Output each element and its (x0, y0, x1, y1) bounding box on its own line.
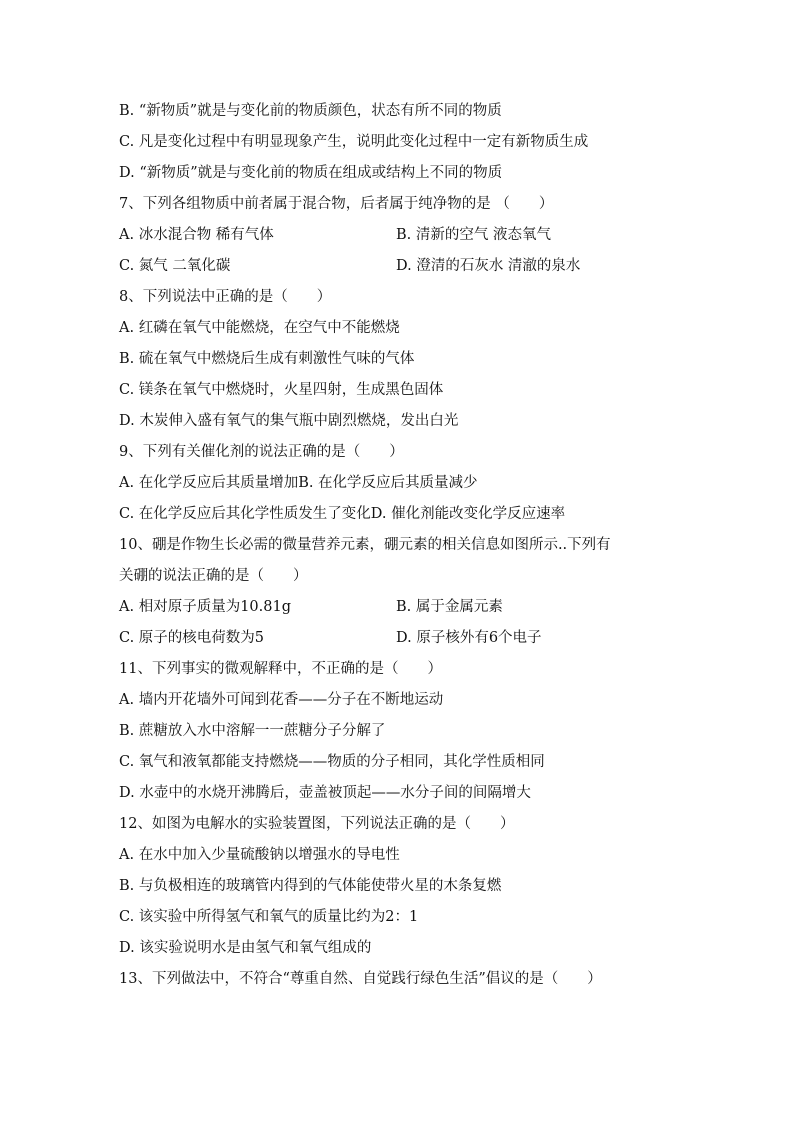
question-13: 13、下列做法中，不符合“尊重自然、自觉践行绿色生活”倡议的是（ ） (119, 971, 602, 987)
option-10c: C. 原子的核电荷数为5 (119, 630, 265, 646)
question-7: 7、下列各组物质中前者属于混合物，后者属于纯净物的是 （ ） (119, 196, 554, 212)
option-11d: D. 水壶中的水烧开沸腾后，壶盖被顶起——水分子间的间隔增大 (119, 785, 531, 801)
option-7c: C. 氮气 二氧化碳 (119, 258, 231, 274)
option-7d: D. 澄清的石灰水 清澈的泉水 (396, 258, 581, 274)
option-10d: D. 原子核外有6个电子 (396, 630, 542, 646)
question-10-line2: 关硼的说法正确的是（ ） (119, 568, 308, 584)
option-11c: C. 氧气和液氧都能支持燃烧——物质的分子相同，其化学性质相同 (119, 754, 545, 770)
option-10b: B. 属于金属元素 (396, 599, 503, 615)
question-11: 11、下列事实的微观解释中，不正确的是（ ） (119, 661, 442, 677)
option-10a: A. 相对原子质量为10.81g (119, 599, 291, 615)
option-7a: A. 冰水混合物 稀有气体 (119, 227, 274, 243)
option-9ab: A. 在化学反应后其质量增加B. 在化学反应后其质量减少 (119, 475, 478, 491)
option-6d: D. “新物质”就是与变化前的物质在组成或结构上不同的物质 (119, 165, 503, 181)
option-7b: B. 清新的空气 液态氧气 (396, 227, 551, 243)
option-8c: C. 镁条在氧气中燃烧时，火星四射，生成黑色固体 (119, 382, 444, 398)
option-6b: B. “新物质”就是与变化前的物质颜色，状态有所不同的物质 (119, 103, 502, 119)
option-6c: C. 凡是变化过程中有明显现象产生，说明此变化过程中一定有新物质生成 (119, 134, 589, 150)
option-8b: B. 硫在氧气中燃烧后生成有刺激性气味的气体 (119, 351, 415, 367)
question-9: 9、下列有关催化剂的说法正确的是（ ） (119, 444, 404, 460)
question-12: 12、如图为电解水的实验装置图，下列说法正确的是（ ） (119, 816, 515, 832)
option-12d: D. 该实验说明水是由氢气和氧气组成的 (119, 940, 372, 956)
option-9cd: C. 在化学反应后其化学性质发生了变化D. 催化剂能改变化学反应速率 (119, 506, 566, 522)
option-8d: D. 木炭伸入盛有氧气的集气瓶中剧烈燃烧，发出白光 (119, 413, 459, 429)
option-11b: B. 蔗糖放入水中溶解一一蔗糖分子分解了 (119, 723, 386, 739)
option-8a: A. 红磷在氧气中能燃烧，在空气中不能燃烧 (119, 320, 400, 336)
question-8: 8、下列说法中正确的是（ ） (119, 289, 332, 305)
option-12a: A. 在水中加入少量硫酸钠以增强水的导电性 (119, 847, 400, 863)
option-11a: A. 墙内开花墙外可闻到花香——分子在不断地运动 (119, 692, 444, 708)
option-12c: C. 该实验中所得氢气和氧气的质量比约为2：1 (119, 909, 419, 925)
option-12b: B. 与负极相连的玻璃管内得到的气体能使带火星的木条复燃 (119, 878, 502, 894)
question-10-line1: 10、硼是作物生长必需的微量营养元素，硼元素的相关信息如图所示..下列有 (119, 537, 611, 553)
